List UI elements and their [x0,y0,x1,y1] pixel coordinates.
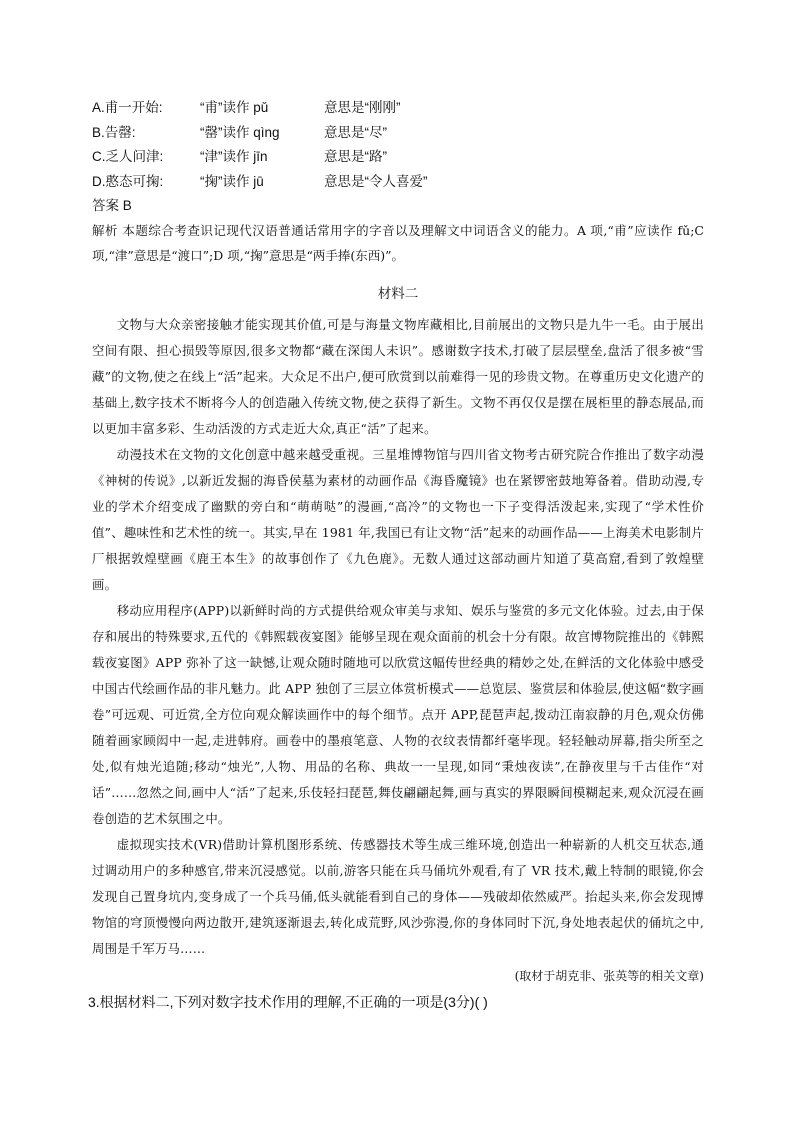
option-label: B.告罄: [92,124,136,140]
paragraph: 文物与大众亲密接触才能实现其价值,可是与海量文物库藏相比,目前展出的文物只是九牛一毛。由于展出空间有限、担心损毁等原因,很多文物都“藏在深闺人未识”。感谢数字技术,打破了层层壁垒,盘活了很多被“雪藏”的文物,使之在线上“活”起来。大众足不出户,便可欣赏到以前难得一见的珍贵文物。在尊重历史文化遗产的基础上,数字技术不断将今人的创造融入传统文物,使之获得了新生。文物不再仅仅是摆在展柜里的静态展品,而以更加丰富多彩、生动活泼的方式走近大众,真正“活”了起来。 [92,317,704,436]
source-citation: (取材于胡克非、张英等的相关文章) [514,969,704,983]
options-list [92,96,704,194]
paragraph: 动漫技术在文物的文化创意中越来越受重视。三星堆博物馆与四川省文物考古研究院合作推出了数字动漫《神树的传说》,以新近发掘的海昏侯墓为素材的动画作品《海昏魔镜》也在紧锣密鼓地筹备着。借助动漫,专业的学术介绍变成了幽默的旁白和“萌萌哒”的漫画,“高冷”的文物也一下子变得活泼起来,实现了“学术性价值”、趣味性和艺术性的统一。其实,早在 1981 年,我国已有让文物“活”起来的动画作品——上海美术电影制片厂根据敦煌壁画《鹿王本生》的故事创作了《九色鹿》。无数人通过这部动画片知道了莫高窟,看到了敦煌壁画。 [92,447,704,592]
option-meaning: 意思是“尽” [324,124,387,140]
option-reading: “掬”读作 jū [200,173,264,189]
analysis-text: 解析 本题综合考查识记现代汉语普通话常用字的字音以及理解文中词语含义的能力。A 项,“甫”应读作 fǔ;C 项,“津”意思是“渡口”;D 项,“掬”意思是“两手捧(东西)”。 [92,223,704,263]
paragraph: 移动应用程序(APP)以新鲜时尚的方式提供给观众审美与求知、娱乐与鉴赏的多元文化体验。过去,由于保存和展出的特殊要求,五代的《韩熙载夜宴图》能够呈现在观众面前的机会十分有限。故宫博物院推出的《韩熙载夜宴图》APP 弥补了这一缺憾,让观众随时随地可以欣赏这幅传世经典的精妙之处,在鲜活的文化体验中感受中国古代绘画作品的非凡魅力。此 APP 独创了三层立体赏析模式——总览层、鉴赏层和体验层,使这幅“数字画卷”可远观、可近赏,全方位向观众解读画作中的每个细节。点开 APP,琵琶声起,拨动江南寂静的月色,观众仿佛随着画家顾闳中一起,走进韩府。画卷中的墨痕笔意、人物的衣纹表情都纤毫毕现。轻轻触动屏幕,指尖所至之处,似有烛光追随;移动“烛光”,人物、用品的名称、典故一一呈现,如同“秉烛夜读”,在静夜里与千古佳作“对话”……忽然之间,画中人“活”了起来,乐伎轻扫琵琶,舞伎翩翩起舞,画与真实的界限瞬间模糊起来,观众沉浸在画卷创造的艺术氛围之中。 [92,603,704,826]
option-reading: “甫”读作 pǔ [200,100,269,115]
option-label: A.甫一开始: [92,100,163,115]
section-title: 材料二 [377,286,419,301]
option-meaning: 意思是“刚刚” [324,100,401,115]
option-meaning: 意思是“路” [324,149,387,164]
option-meaning: 意思是“令人喜爱” [324,173,428,189]
option-d [92,170,704,195]
question-stem: 3.根据材料二,下列对数字技术作用的理解,不正确的一项是(3分)( ) [88,994,488,1010]
option-reading: “罄”读作 qìng [200,124,280,140]
option-label: D.憨态可掬: [92,173,164,189]
option-a [92,96,704,121]
option-label: C.乏人问津: [92,149,164,164]
answer-line: 答案 B [92,198,132,213]
paragraph: 虚拟现实技术(VR)借助计算机图形系统、传感器技术等生成三维环境,创造出一种崭新的人机交互状态,通过调动用户的多种感官,带来沉浸感觉。以前,游客只能在兵马俑坑外观看,有了 VR 技术,戴上特制的眼镜,你会发现自己置身坑内,变身成了一个兵马俑,低头就能看到自己的身体——残破却依然威严。抬起头来,你会发现博物馆的穹顶慢慢向两边散开,建筑逐渐退去,转化成荒野,风沙弥漫,你的身体同时下沉,身处地表起伏的俑坑之中,周围是千军万马…… [92,837,704,956]
document-page [88,96,704,1014]
option-reading: “津”读作 jīn [200,149,268,164]
option-b [92,121,704,146]
option-c [92,145,704,170]
